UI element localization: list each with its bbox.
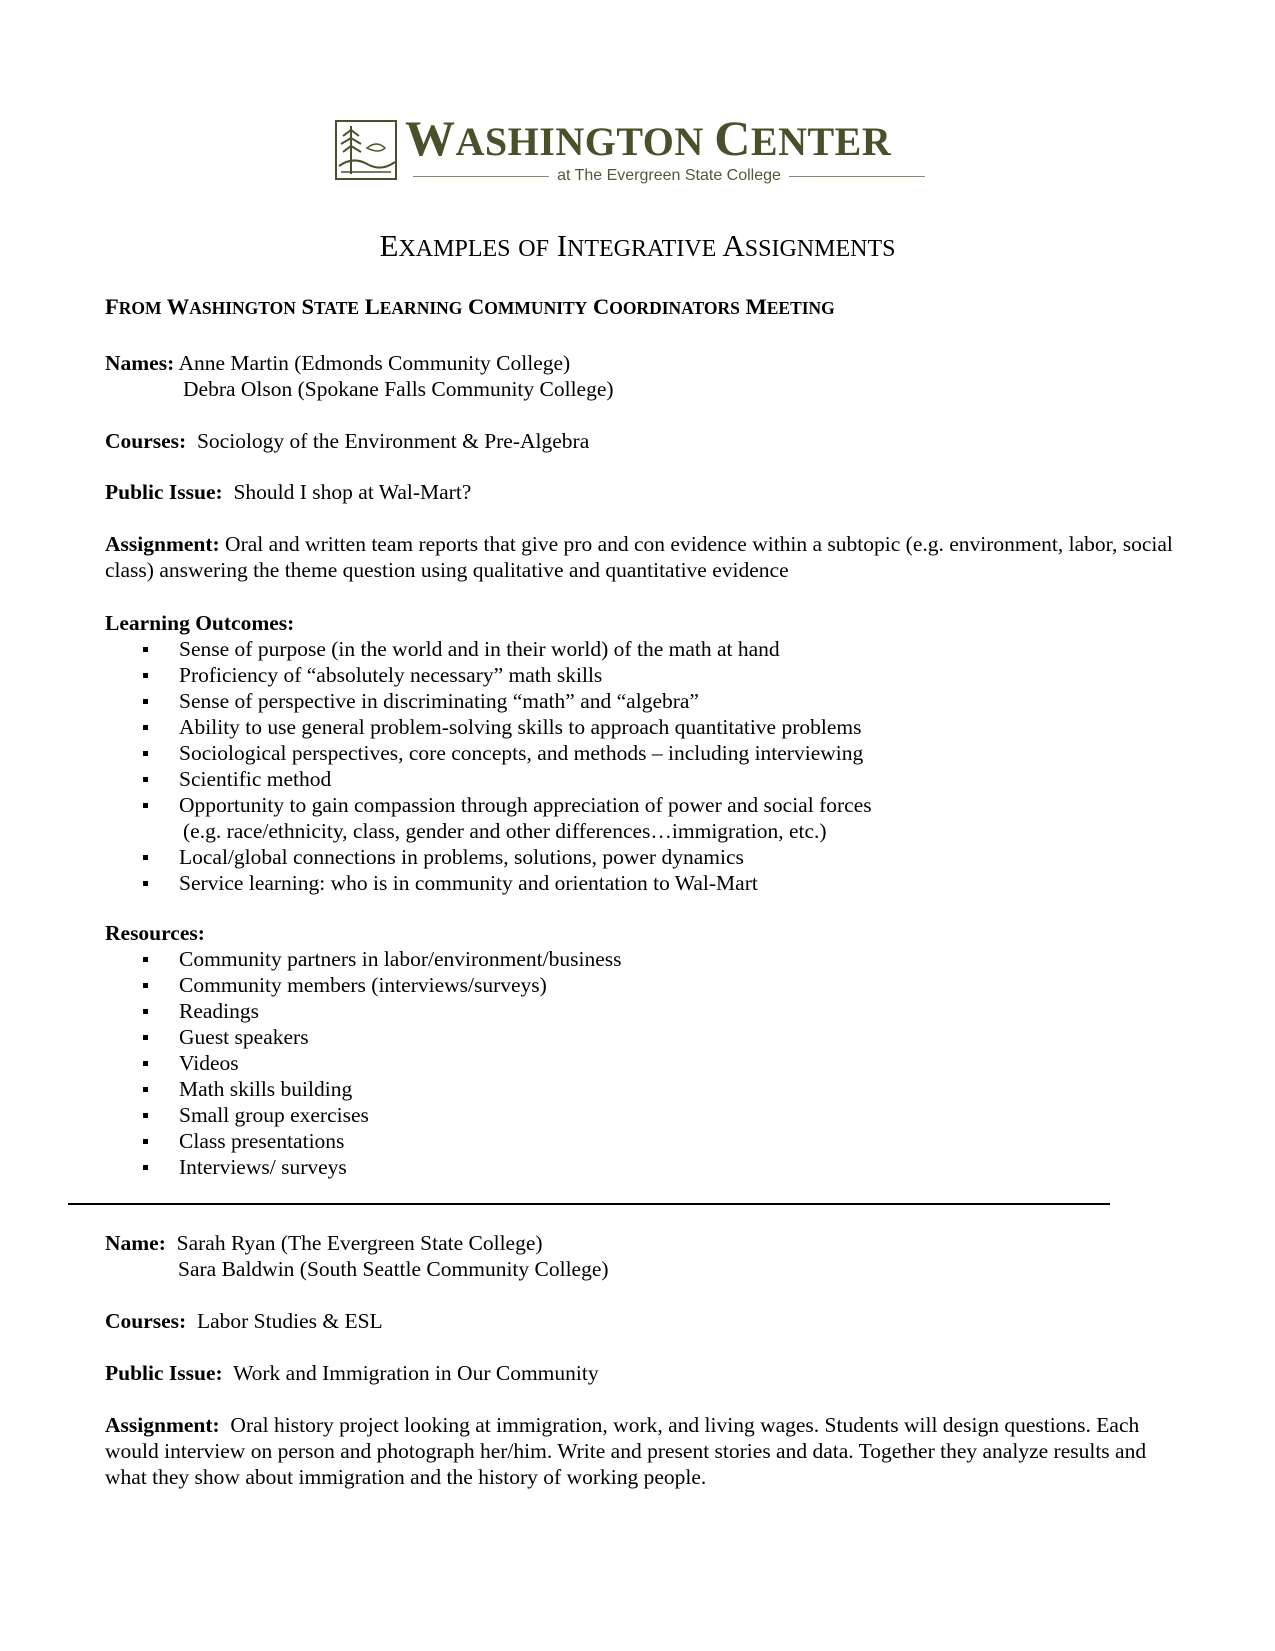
learning-outcomes-list [105,636,872,896]
list-item: Sense of perspective in discriminating “math” and “algebra” [105,688,872,714]
public-issue-value: Should I shop at Wal-Mart? [233,480,472,504]
section-subtitle: FROM WASHINGTON STATE LEARNING COMMUNITY COORDINATORS MEETING [105,294,835,319]
public-issue-line [105,479,471,505]
name-label: Name: [105,1231,166,1255]
list-item: Sociological perspectives, core concepts, and methods – including interviewing [105,740,872,766]
name-line [105,1230,543,1256]
list-item: Opportunity to gain compassion through appreciation of power and social forces [105,792,872,818]
courses-label: Courses: [105,1309,187,1333]
assignment-text: Oral and written team reports that give pro and con evidence within a subtopic (e.g. environment, labor, social class) answering the theme question using qualitative and quantitative evidence [105,532,1173,582]
list-item-continuation: (e.g. race/ethnicity, class, gender and other differences…immigration, etc.) [183,819,827,843]
tree-emblem-icon [333,118,399,182]
public-issue-label: Public Issue: [105,480,223,504]
assignment-paragraph [105,1412,1185,1490]
list-item: Interviews/ surveys [105,1154,621,1180]
list-item: Videos [105,1050,621,1076]
list-item: Local/global connections in problems, solutions, power dynamics [105,844,872,870]
courses-value: Sociology of the Environment & Pre-Algebra [196,429,590,453]
list-item: Service learning: who is in community and orientation to Wal-Mart [105,870,872,896]
learning-outcomes-heading: Learning Outcomes: [105,611,295,635]
list-item: Proficiency of “absolutely necessary” math skills [105,662,872,688]
name-value: Anne Martin (Edmonds Community College) [178,351,571,375]
names-label: Names: [105,351,175,375]
courses-label: Courses: [105,429,187,453]
name-value: Sarah Ryan (The Evergreen State College) [176,1231,543,1255]
washington-center-logo [333,110,933,188]
logo-title: WASHINGTON CENTER [405,110,892,166]
list-item: Community members (interviews/surveys) [105,972,621,998]
section-divider [68,1203,1110,1205]
list-item: Small group exercises [105,1102,621,1128]
list-item: Guest speakers [105,1024,621,1050]
public-issue-value: Work and Immigration in Our Community [233,1361,599,1385]
list-item: Math skills building [105,1076,621,1102]
resources-heading: Resources: [105,921,205,945]
list-item: Community partners in labor/environment/business [105,946,621,972]
public-issue-line [105,1360,599,1386]
list-item: Class presentations [105,1128,621,1154]
public-issue-label: Public Issue: [105,1361,223,1385]
assignment-paragraph [105,531,1185,583]
resources-list [105,946,621,1180]
names-line [105,350,570,376]
name-value: Debra Olson (Spokane Falls Community College) [183,377,614,401]
courses-value: Labor Studies & ESL [196,1309,383,1333]
logo-subtitle: at The Evergreen State College [413,166,925,186]
divider [413,176,549,177]
divider [789,176,925,177]
list-item: Ability to use general problem-solving skills to approach quantitative problems [105,714,872,740]
name-value: Sara Baldwin (South Seattle Community College) [178,1257,609,1281]
list-item: Readings [105,998,621,1024]
assignment-label: Assignment: [105,1413,220,1437]
page-title: EXAMPLES OF INTEGRATIVE ASSIGNMENTS [379,228,896,263]
assignment-text: Oral history project looking at immigration, work, and living wages. Students will design questions. Each would interview on person and photograph her/him. Write and present stories and data. Together they analyze results and what they show about immigration and the history of working people. [105,1413,1147,1489]
courses-line [105,428,589,454]
list-item: Sense of purpose (in the world and in their world) of the math at hand [105,636,872,662]
list-item: Scientific method [105,766,872,792]
courses-line [105,1308,383,1334]
assignment-label: Assignment: [105,532,220,556]
